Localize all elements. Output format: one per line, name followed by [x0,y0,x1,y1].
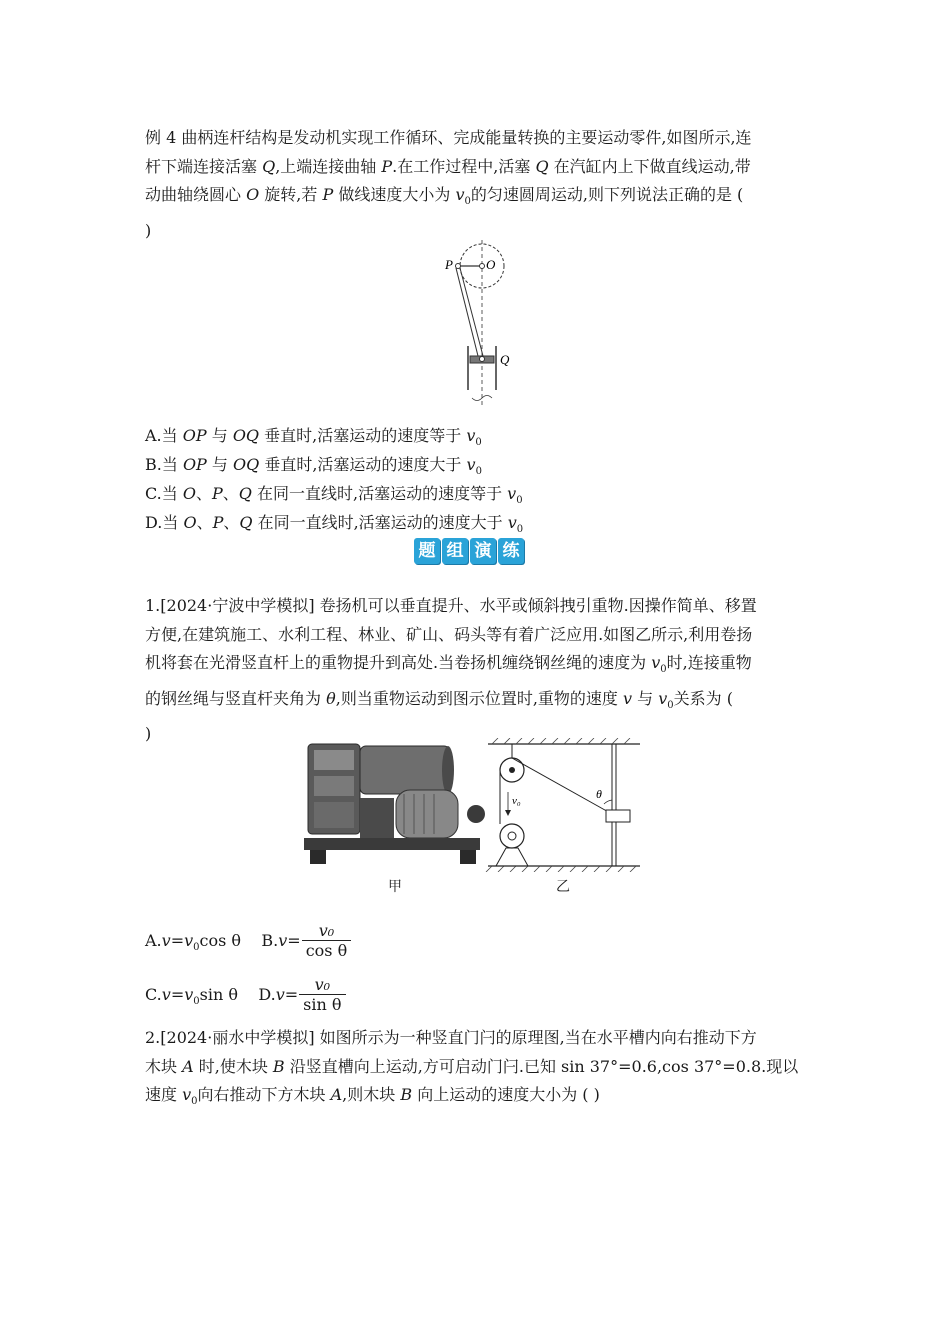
example-4-line: ) [145,220,152,240]
question-1-line: 1.[2024·宁波中学模拟] 卷扬机可以垂直提升、水平或倾斜拽引重物.因操作简单、移置 [145,596,757,615]
option-a: A.当 OP 与 OQ 垂直时,活塞运动的速度等于 $v_0$ [145,426,482,449]
fraction-d: $\frac{\text{v₀}}{\text{sin θ}}$ [299,976,345,1015]
banner-char: 练 [498,538,524,564]
question-1-text [145,592,805,749]
caption-jia: 甲 [388,879,402,895]
winch-stand [496,848,528,866]
fraction-b: $\frac{\text{v₀}}{\text{cos θ}}$ [302,922,352,961]
question-1-line: 方便,在建筑施工、水利工程、林业、矿山、码头等有着广泛应用.如图乙所示,利用卷扬 [145,624,753,644]
banner-char: 组 [442,538,468,564]
question-2-line: 速度 $v_0$向右推动下方木块 A,则木块 B 向上运动的速度大小为 ( ) [145,1085,600,1108]
crank-rod-figure [440,238,520,410]
point-q [480,357,485,362]
question-2-line: 木块 A 时,使木块 B 沿竖直槽向上运动,方可启动门闩.已知 sin 37°=0.6,cos 37°=0.8.现以 [145,1056,799,1076]
example-4-line: 动曲轴绕圆心 O 旋转,若 P 做线速度大小为 $v_0$的匀速圆周运动,则下列说法正确的是 ( [145,185,744,208]
question-1-line: 机将套在光滑竖直杆上的重物提升到高处.当卷扬机缠绕钢丝绳的速度为 $v_0$时,连接重物 [145,653,752,676]
example-4-line: 例 4 曲柄连杆结构是发动机实现工作循环、完成能量转换的主要运动零件,如图所示,连 [145,128,752,147]
question-2-line: 2.[2024·丽水中学模拟] 如图所示为一种竖直门闩的原理图,当在水平槽内向右推动下方 [145,1028,757,1047]
floor-hatch [486,866,636,872]
question-1-line: ) [145,724,152,744]
label-q: Q [500,352,510,367]
label-o: O [486,257,496,272]
question-2-text [145,1024,805,1117]
label-v0: v₀ [512,795,521,807]
weight-block [606,810,630,822]
banner-char: 演 [470,538,496,564]
caption-yi: 乙 [556,879,570,895]
option-row-cd: $C.v=v_0\sin$ θ D.v= $\frac{\text{v₀}}{\text{sin θ}}$ [145,974,346,1023]
base-frame [304,838,480,850]
point-p [456,264,461,269]
rope-angled [512,758,612,814]
section-banner [414,538,534,566]
banner-char: 题 [414,538,440,564]
label-p: P [445,257,453,272]
ceiling-hatch [492,738,630,744]
winch-schematic-figure [484,738,644,872]
option-d: D.当 O、P、Q 在同一直线时,活塞运动的速度大于 $v_0$ [145,513,524,536]
point-o [480,264,485,269]
motor [396,790,458,838]
example-4-line: 杆下端连接活塞 Q,上端连接曲轴 P.在工作过程中,活塞 Q 在汽缸内上下做直线运动,带 [145,156,751,176]
option-row-ab: $A.v=v_0\cos$ θ B.v= $\frac{\text{v₀}}{\text{cos θ}}$ [145,920,351,969]
drum [360,746,450,794]
connecting-rod-right [460,268,483,356]
winch-photo-figure [300,738,486,872]
option-b: B.当 OP 与 OQ 垂直时,活塞运动的速度大于 $v_0$ [145,455,482,478]
option-c: C.当 O、P、Q 在同一直线时,活塞运动的速度等于 $v_0$ [145,484,523,507]
example-4-text [145,124,805,245]
label-theta: θ [596,787,602,801]
question-1-line: 的钢丝绳与竖直杆夹角为 θ,则当重物运动到图示位置时,重物的速度 v 与 $v_0$关系为 ( [145,688,733,711]
connecting-rod-left [456,268,478,356]
theta-arc [604,800,612,804]
